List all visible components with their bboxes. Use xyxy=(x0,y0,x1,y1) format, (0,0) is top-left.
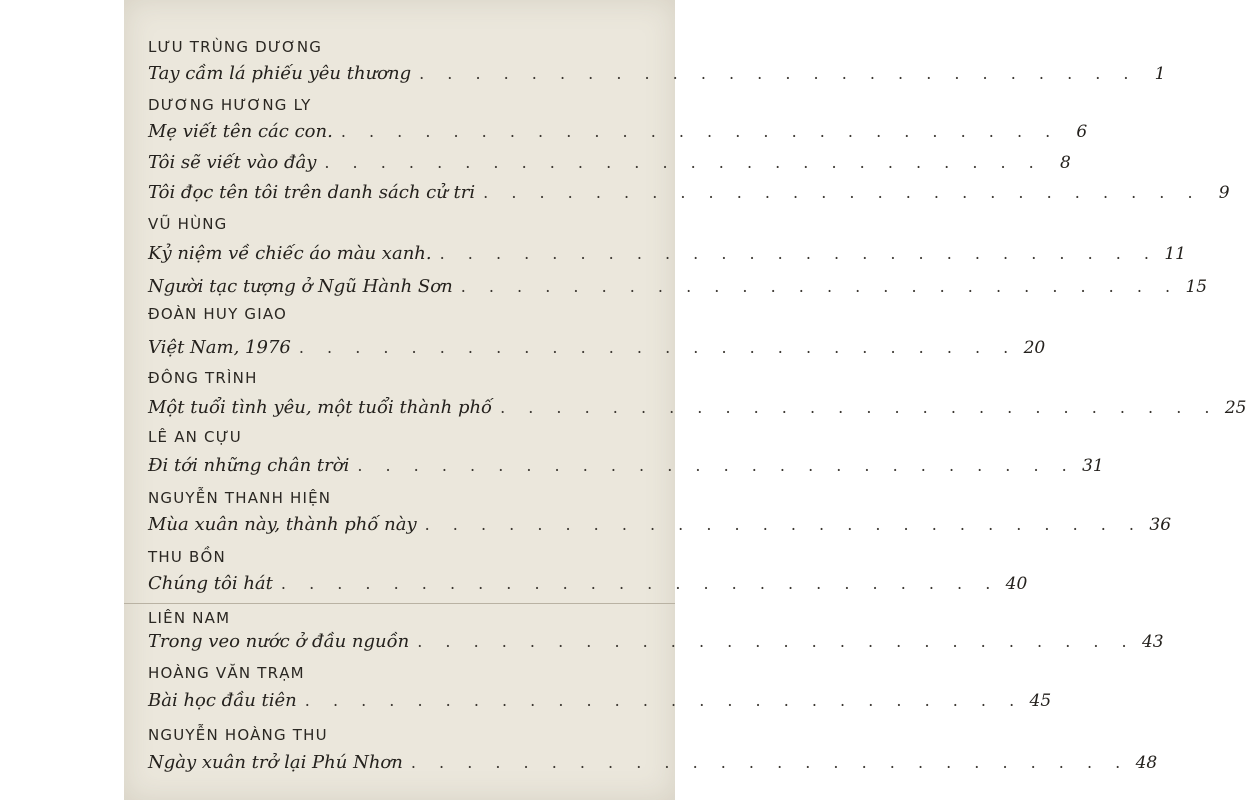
toc-entry xyxy=(148,690,1052,716)
entry-page-number: 15 xyxy=(1185,277,1208,297)
entry-title: Tôi đọc tên tôi trên danh sách cử tri xyxy=(148,182,476,203)
entry-title: Bài học đầu tiên xyxy=(148,690,297,711)
book-page xyxy=(124,0,1246,800)
dot-leader: . . . . . . . . . . . . . . . . . . . . . . . . . . xyxy=(439,244,1158,263)
author-heading: ĐOÀN HUY GIAO xyxy=(148,305,288,323)
entry-title: Mùa xuân này, thành phố này xyxy=(148,514,417,535)
dot-leader: . . . . . . . . . . . . . . . . . . . . . . . . . . xyxy=(483,183,1202,202)
entry-title: Ngày xuân trở lại Phú Nhơn xyxy=(148,752,403,773)
entry-page-number: 43 xyxy=(1141,632,1164,652)
toc-entry xyxy=(148,182,1230,208)
dot-leader: . . . . . . . . . . . . . . . . . . . . . . . . . . xyxy=(324,153,1043,172)
entry-page-number: 20 xyxy=(1023,338,1046,358)
author-heading: NGUYỄN HOÀNG THU xyxy=(148,726,328,744)
toc-entry xyxy=(148,455,1104,481)
entry-title: Mẹ viết tên các con. xyxy=(148,121,333,142)
entry-page-number: 48 xyxy=(1135,753,1158,773)
toc-entry xyxy=(148,514,1172,540)
author-heading: LƯU TRÙNG DƯƠNG xyxy=(148,38,323,56)
author-heading: VŨ HÙNG xyxy=(148,215,228,233)
toc-entry xyxy=(148,631,1164,657)
entry-title: Tay cầm lá phiếu yêu thương xyxy=(148,63,412,84)
dot-leader: . . . . . . . . . . . . . . . . . . . . . . . . . . xyxy=(340,122,1060,141)
author-heading: THU BỒN xyxy=(148,548,226,566)
entry-page-number: 36 xyxy=(1149,515,1172,535)
author-heading: DƯƠNG HƯƠNG LY xyxy=(148,96,312,114)
dot-leader: . . . . . . . . . . . . . . . . . . . . . . . . . . xyxy=(357,456,1076,475)
entry-title: Việt Nam, 1976 xyxy=(148,337,291,358)
entry-title: Kỷ niệm về chiếc áo màu xanh. xyxy=(148,243,432,264)
author-heading: LÊ AN CỰU xyxy=(148,428,242,446)
toc-entry xyxy=(148,397,1246,423)
dot-leader: . . . . . . . . . . . . . . . . . . . . . . . . . . xyxy=(410,753,1130,772)
toc-entry xyxy=(148,63,1166,89)
toc-entry xyxy=(148,573,1028,599)
entry-title: Tôi sẽ viết vào đây xyxy=(148,152,317,173)
dot-leader: . . . . . . . . . . . . . . . . . . . . . . . . . . xyxy=(419,64,1138,83)
author-heading: NGUYỄN THANH HIỆN xyxy=(148,489,332,507)
dot-leader: . . . . . . . . . . . . . . . . . . . . . . . . . . xyxy=(500,398,1219,417)
entry-title: Chúng tôi hát xyxy=(148,573,273,594)
toc-entry xyxy=(148,752,1158,778)
entry-page-number: 8 xyxy=(1059,153,1071,173)
dot-leader: . . . . . . . . . . . . . . . . . . . . . . . . . . xyxy=(280,574,1000,593)
page-fold-line xyxy=(124,603,675,604)
entry-page-number: 25 xyxy=(1224,398,1246,418)
toc-entry xyxy=(148,121,1088,147)
entry-page-number: 9 xyxy=(1218,183,1230,203)
entry-title: Người tạc tượng ở Ngũ Hành Sơn xyxy=(148,276,453,297)
toc-entry xyxy=(148,243,1186,269)
entry-page-number: 6 xyxy=(1076,122,1088,142)
toc-entry xyxy=(148,276,1208,302)
author-heading: HOÀNG VĂN TRẠM xyxy=(148,664,305,682)
entry-page-number: 31 xyxy=(1082,456,1104,476)
entry-title: Một tuổi tình yêu, một tuổi thành phố xyxy=(148,397,493,418)
entry-title: Đi tới những chân trời xyxy=(148,455,350,476)
entry-title: Trong veo nước ở đầu nguồn xyxy=(148,631,410,652)
entry-page-number: 1 xyxy=(1154,64,1166,84)
toc-entry xyxy=(148,152,1071,178)
entry-page-number: 11 xyxy=(1164,244,1186,264)
dot-leader: . . . . . . . . . . . . . . . . . . . . . . . . . . xyxy=(460,277,1180,296)
dot-leader: . . . . . . . . . . . . . . . . . . . . . . . . . . xyxy=(424,515,1144,534)
dot-leader: . . . . . . . . . . . . . . . . . . . . . . . . . . xyxy=(417,632,1136,651)
author-heading: LIÊN NAM xyxy=(148,609,231,627)
toc-entry xyxy=(148,337,1046,363)
dot-leader: . . . . . . . . . . . . . . . . . . . . . . . . . . xyxy=(304,691,1024,710)
author-heading: ĐÔNG TRÌNH xyxy=(148,369,258,387)
entry-page-number: 40 xyxy=(1005,574,1028,594)
dot-leader: . . . . . . . . . . . . . . . . . . . . . . . . . . xyxy=(298,338,1018,357)
table-of-contents xyxy=(124,0,1246,800)
entry-page-number: 45 xyxy=(1029,691,1052,711)
